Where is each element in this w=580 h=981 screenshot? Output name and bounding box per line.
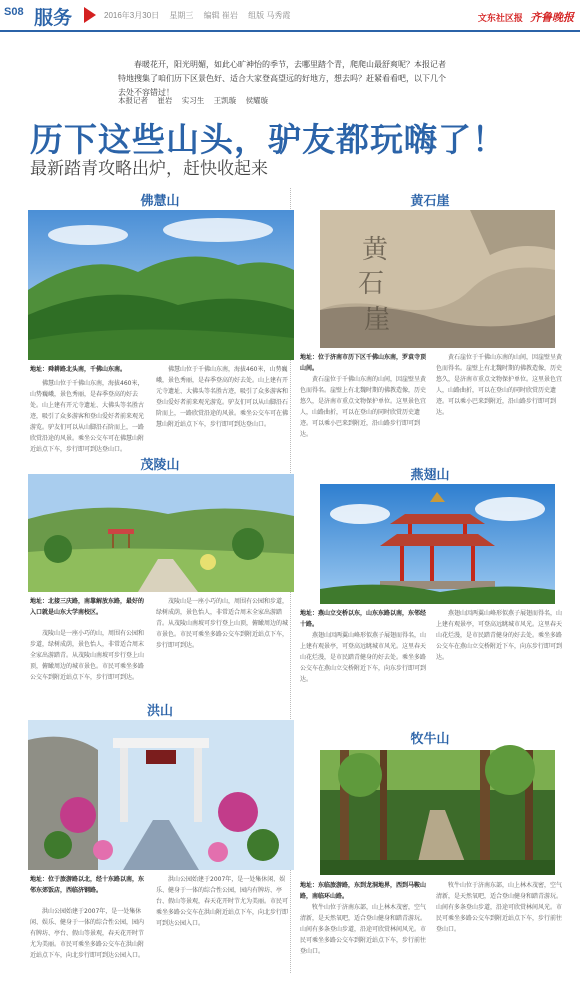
hongshan-body-left: 洪山公园始建于2007年，是一处集休闲、娱乐、健身于一体的综合性公园，园内有牌坊、亭台、假山等景观，春天花开时节尤为美丽。市民可乘坐多路公交车在洪山附近站点下车，向北步行即可到达公园入口。 — [30, 908, 145, 959]
svg-text:黄: 黄 — [362, 235, 389, 265]
page-number: S08 — [4, 6, 24, 18]
reporter-line — [118, 95, 275, 106]
right-header — [478, 9, 574, 25]
muniushan-photo — [320, 750, 555, 875]
intern-name: 王凯璇 — [213, 96, 237, 105]
hongshan-body-right: 洪山公园始建于2007年，是一处集休闲、娱乐、健身于一体的综合性公园，园内有牌坊、亭台、假山等景观，春天花开时节尤为美丽。市民可乘坐多路公交车在洪山附近站点下车，向北步行即可到达公园入口。 — [156, 876, 289, 927]
section-title-muniushan: 牧牛山 — [410, 732, 450, 747]
intern-name: 侯耀璇 — [245, 96, 269, 105]
newspaper-logo: 齐鲁晚报 — [530, 11, 574, 24]
fohuishan-photo — [28, 210, 294, 360]
arrow-icon — [84, 7, 96, 23]
yanchishan-body-right: 燕翅山因两翼山峰形似燕子展翅而得名，山上建有观景亭，可登高远眺城市风光。这里春天山花烂漫，是市民踏青健身的好去处。乘坐多路公交车在燕山立交桥附近下车，向东步行即可到达。 — [436, 610, 563, 661]
headline-subtitle: 最新踏青攻略出炉，赶快收起来 — [30, 159, 268, 179]
huangshiya-body-right: 黄石崖位于千佛山东南的山间，因崖壁呈黄色而得名。崖壁上有北魏时期的佛教造像，历史悠久，是济南市重点文物保护单位。这里景色宜人，山路曲折，可以在登山的同时欣赏历史遗迹。可以乘小巴来到附近，沿山路步行即可到达。 — [436, 354, 563, 416]
community-paper-name: 文东社区报 — [477, 14, 523, 24]
muniushan-body-right: 牧牛山位于济南东部，山上林木茂密，空气清新，是天然氧吧，适合登山健身和踏青游玩。山间有多条登山步道，沿途可欣赏林间风光。市民可乘坐多路公交车到附近站点下车，步行前往登山口。 — [436, 882, 563, 933]
section-title-hongshan: 洪山 — [146, 704, 173, 719]
svg-text:石: 石 — [358, 269, 385, 299]
reporter-name: 崔岩 — [157, 96, 173, 105]
maolingshan-address: 地址：北接三庆路，南靠解放东路，最好的入口就是山东大学南校区。 — [30, 598, 145, 616]
reporter-label: 本报记者 — [118, 96, 148, 105]
issue-editor: 编辑 崔岩 — [203, 11, 238, 20]
issue-weekday: 星期三 — [169, 11, 194, 20]
section-title-yanchishan: 燕翅山 — [410, 468, 450, 483]
issue-date: 2016年3月30日 — [104, 11, 160, 20]
huangshiya-body-left: 黄石崖位于千佛山东南的山间，因崖壁呈黄色而得名。崖壁上有北魏时期的佛教造像，历史悠久，是济南市重点文物保护单位。这里景色宜人，山路曲折，可以在登山的同时欣赏历史遗迹。可以乘小巴来到附近，沿山路步行即可到达。 — [300, 376, 427, 438]
fohuishan-body-right: 佛慧山位于千佛山东南，海拔460米，山势巍峨，景色秀丽，是春季登高的好去处。山上建有开元寺遗址、大佛头等名胜古迹，吸引了众多游客和登山爱好者前来观光游览。驴友们可以从山脚沿石阶而上，一路欣赏沿途的风景。乘坐公交车可在佛慧山附近站点下车，步行即可到达登山口。 — [156, 366, 289, 428]
huangshiya-photo — [320, 210, 555, 348]
hongshan-photo — [28, 720, 294, 870]
maolingshan-photo — [28, 474, 294, 592]
maolingshan-body-right: 茂陵山是一座小巧的山，周围有公园和步道，绿树成荫，景色怡人，非常适合周末全家出游踏青。从茂陵山南坡可步行登上山顶，俯瞰周边的城市景色。市民可乘坐多路公交车到附近站点下车，步行即可到达。 — [156, 598, 289, 649]
yanchishan-photo — [320, 484, 555, 604]
muniushan-body-left: 牧牛山位于济南东部，山上林木茂密，空气清新，是天然氧吧，适合登山健身和踏青游玩。山间有多条登山步道，沿途可欣赏林间风光。市民可乘坐多路公交车到附近站点下车，步行前往登山口。 — [300, 904, 427, 955]
huangshiya-address: 地址：位于济南市历下区千佛山东南，罗袁寺顶山间。 — [300, 354, 427, 372]
maolingshan-body-left: 茂陵山是一座小巧的山，周围有公园和步道，绿树成荫，景色怡人，非常适合周末全家出游踏青。从茂陵山南坡可步行登上山顶，俯瞰周边的城市景色。市民可乘坐多路公交车到附近站点下车，步行即可到达。 — [30, 630, 145, 681]
svg-text:崖: 崖 — [364, 305, 391, 335]
section-title-fohuishan: 佛慧山 — [140, 194, 180, 209]
fohuishan-body-left: 佛慧山位于千佛山东南，海拔460米，山势巍峨，景色秀丽，是春季登高的好去处。山上建有开元寺遗址、大佛头等名胜古迹，吸引了众多游客和登山爱好者前来观光游览。驴友们可以从山脚沿石阶而上，一路欣赏沿途的风景。乘坐公交车可在佛慧山附近站点下车，步行即可到达登山口。 — [30, 380, 145, 453]
hongshan-address: 地址：位于旅游路以北，经十东路以南，东邻东郊饭店，西临济钢路。 — [30, 876, 145, 894]
intern-label: 实习生 — [181, 96, 205, 105]
page-header — [0, 0, 580, 32]
section-title-huangshiya: 黄石崖 — [410, 194, 450, 209]
section-label: 服务 — [34, 7, 73, 29]
fohuishan-address: 地址：舜耕路北头南，千佛山东南。 — [30, 366, 127, 373]
intro-text: 春暖花开，阳光明媚，如此心旷神怡的季节，去哪里踏个青，爬爬山最舒爽呢？本报记者特地搜集了咱们历下区景色好、适合大家登高望远的好地方，想去吗？赶紧看看吧，以下几个去处不容错过！ — [118, 60, 446, 97]
yanchishan-body-left: 燕翅山因两翼山峰形似燕子展翅而得名，山上建有观景亭，可登高远眺城市风光。这里春天山花烂漫，是市民踏青健身的好去处。乘坐多路公交车在燕山立交桥附近下车，向东步行即可到达。 — [300, 632, 427, 683]
headline-title: 历下这些山头，驴友都玩嗨了！ — [30, 120, 506, 159]
issue-designer: 组版 马秀霞 — [248, 11, 291, 20]
yanchishan-address: 地址：燕山立交桥以东，山东东路以南，东邻经十路。 — [300, 610, 427, 628]
muniushan-address: 地址：东临旅游路，东到龙洞地界，西到马鞍山路，南临环山路。 — [300, 882, 427, 900]
section-title-maolingshan: 茂陵山 — [140, 458, 180, 473]
issue-meta — [104, 10, 298, 21]
